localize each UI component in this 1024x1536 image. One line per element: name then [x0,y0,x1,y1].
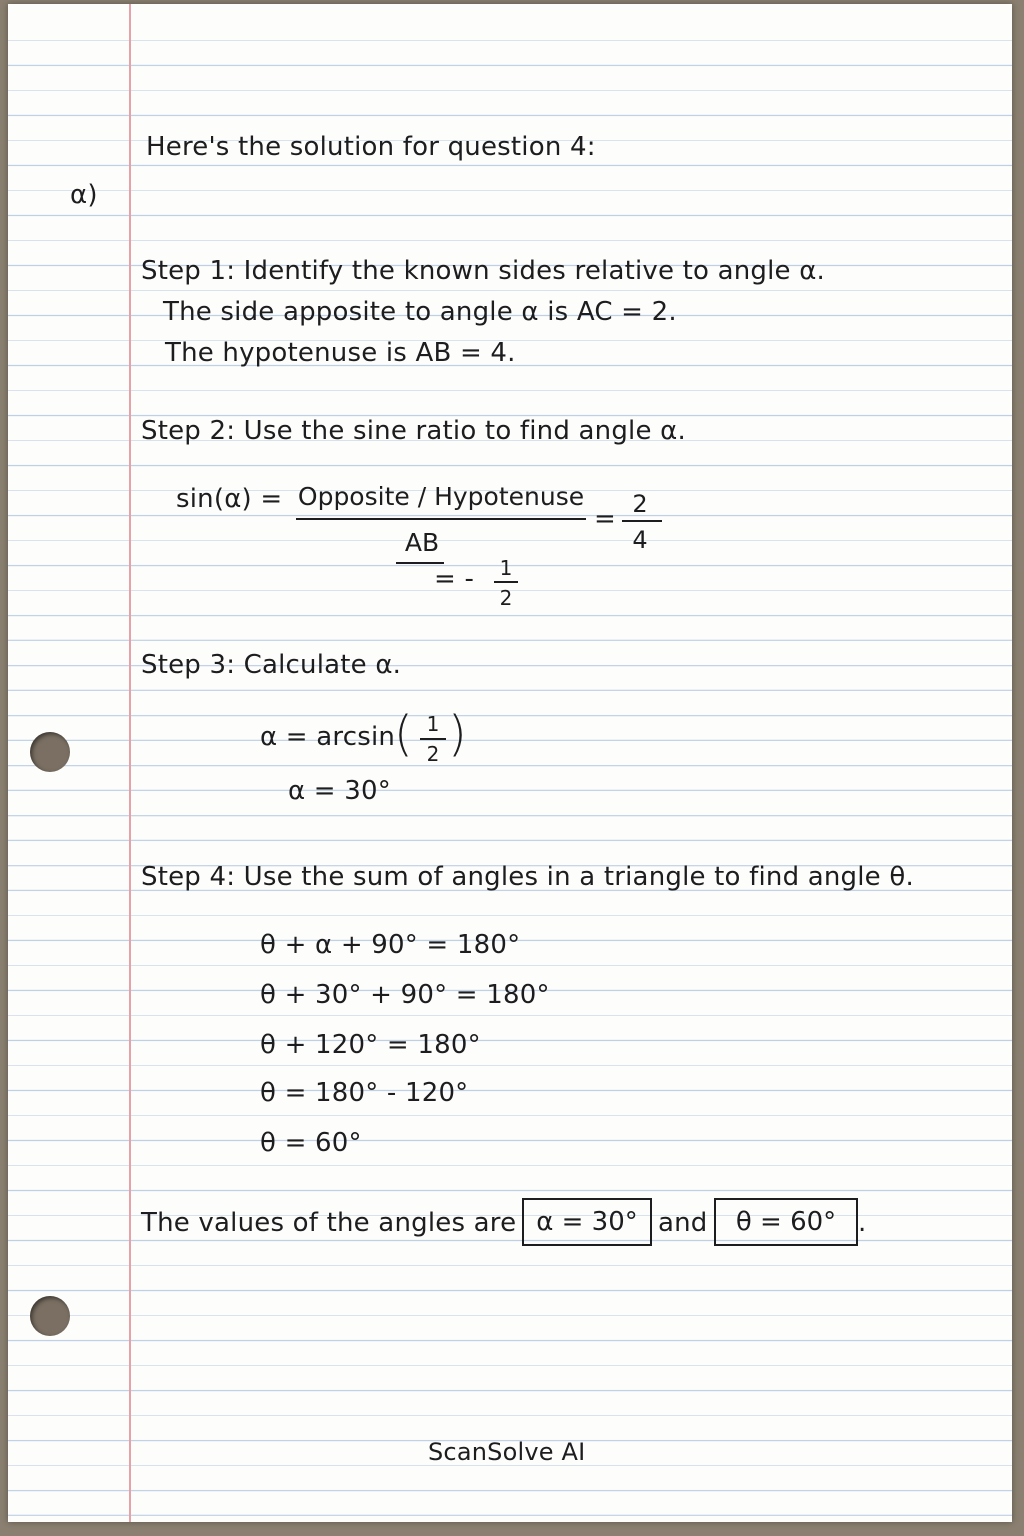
fraction-bar [622,520,662,522]
fraction-numerator: 2 [632,490,648,518]
step4-line: θ + 30° + 90° = 180° [260,980,550,1010]
fraction-denominator: 2 [499,586,513,610]
step1-title: Step 1: Identify the known sides relative to angle α. [141,256,826,286]
sine-denominator: AB [404,528,440,557]
sine-lhs: sin(α) = [176,484,283,514]
arcsin-result: α = 30° [288,776,391,806]
step3-title: Step 3: Calculate α. [141,650,402,680]
fraction-denominator: 2 [426,742,440,766]
equals-sign: = - [434,564,475,594]
step4-line: θ + α + 90° = 180° [260,930,521,960]
conclusion-suffix: . [858,1208,867,1238]
footer-brand: ScanSolve AI [428,1438,586,1466]
arcsin-lhs: α = arcsin [260,722,396,752]
conclusion-joiner: and [658,1208,708,1238]
fraction-bar [494,581,518,583]
answer-box-theta: θ = 60° [714,1198,858,1246]
step4-line: θ = 180° - 120° [260,1078,469,1108]
open-paren: ( [394,706,413,762]
close-paren: ) [448,706,467,762]
intro-text: Here's the solution for question 4: [146,132,596,162]
conclusion-prefix: The values of the angles are [141,1208,517,1238]
step2-title: Step 2: Use the sine ratio to find angle α. [141,416,686,446]
notebook-page [8,4,1012,1522]
step4-line: θ = 60° [260,1128,362,1158]
punch-hole-icon [30,732,70,772]
sine-numerator: Opposite / Hypotenuse [297,482,585,511]
step1-line1: The side apposite to angle α is AC = 2. [163,297,677,327]
part-label: α) [70,180,98,210]
step4-line: θ + 120° = 180° [260,1030,481,1060]
step1-line2: The hypotenuse is AB = 4. [165,338,516,368]
fraction-numerator: 1 [499,556,513,580]
fraction-bar [420,738,446,740]
answer-box-alpha: α = 30° [522,1198,652,1246]
punch-hole-icon [30,1296,70,1336]
margin-line [129,4,131,1522]
fraction-numerator: 1 [426,712,440,736]
equals-sign: = [594,504,616,534]
fraction-bar [296,518,586,520]
step4-title: Step 4: Use the sum of angles in a triangle to find angle θ. [141,862,914,892]
fraction-denominator: 4 [632,526,648,554]
